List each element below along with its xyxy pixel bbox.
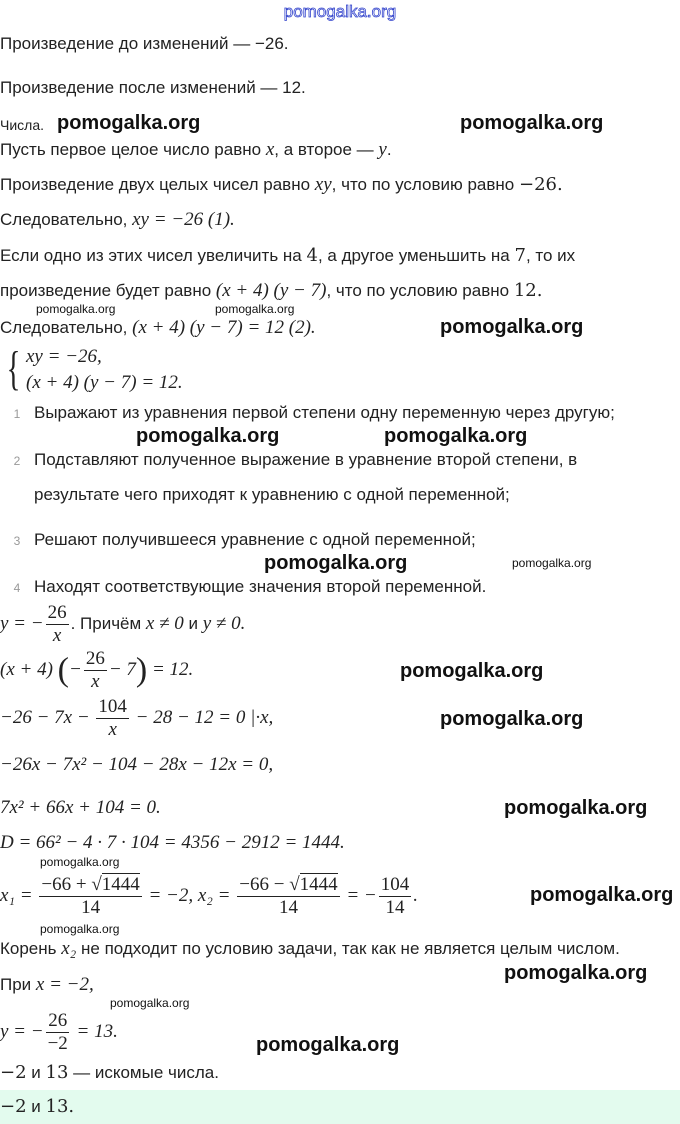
denominator: x	[108, 719, 117, 741]
numerator: 104	[380, 874, 410, 896]
solution-line-2	[0, 647, 193, 694]
text-line: Произведение до изменений — −26.	[0, 34, 289, 53]
step-number: 4	[13, 581, 21, 595]
math: −2	[0, 1062, 27, 1083]
math: 13.	[45, 1096, 75, 1117]
math: (x + 4)	[0, 659, 53, 680]
t: и	[26, 1063, 46, 1082]
top-watermark: pomogalka.org	[283, 2, 397, 21]
denominator: 14	[81, 897, 101, 919]
t: Корень	[0, 939, 62, 958]
text-line	[0, 139, 392, 161]
step-number: 3	[13, 534, 21, 548]
numerator: −66 + √1444	[41, 874, 140, 896]
discriminant-line: D = 66² − 4 · 7 · 104 = 4356 − 2912 = 1444.	[0, 832, 345, 853]
text-line	[0, 1062, 219, 1084]
solution-y	[0, 1009, 118, 1055]
t: и	[26, 1097, 46, 1116]
step-text: Подставляют полученное выражение в уравнение второй степени, в	[34, 450, 578, 469]
watermark: pomogalka.org	[110, 996, 190, 1010]
math: − 7	[108, 659, 136, 680]
math: = −2, x₂ =	[148, 885, 236, 906]
roots-line	[0, 871, 418, 921]
solution-line-1	[0, 602, 245, 647]
watermark: pomogalka.org	[215, 302, 295, 316]
watermark: pomogalka.org	[530, 884, 674, 906]
fraction	[46, 1010, 70, 1055]
paren: )	[135, 651, 148, 689]
watermark: pomogalka.org	[460, 112, 604, 134]
var-x: x	[265, 139, 275, 160]
system-brace: {	[6, 342, 21, 395]
t: и	[183, 614, 203, 633]
text-line	[0, 974, 94, 996]
math: x = −2,	[35, 974, 94, 995]
fraction	[237, 874, 339, 919]
t: Следовательно,	[0, 318, 133, 337]
t: .	[386, 140, 392, 159]
sqrt-value: 1444	[101, 874, 140, 896]
t: −66 −	[239, 874, 290, 896]
step-item	[0, 449, 577, 472]
math: y = −	[0, 613, 44, 634]
answer-box	[0, 1090, 680, 1124]
watermark: pomogalka.org	[384, 425, 528, 447]
math: xy	[314, 174, 332, 195]
watermark: pomogalka.org	[400, 660, 544, 682]
equation-2: (x + 4) (y − 7) = 12 (2).	[132, 317, 316, 338]
watermark: pomogalka.org	[136, 425, 280, 447]
watermark: pomogalka.org	[40, 855, 120, 869]
step-number: 2	[13, 454, 21, 468]
watermark: pomogalka.org	[504, 962, 648, 984]
t: Произведение двух целых чисел равно	[0, 175, 315, 194]
system-eq-2: (x + 4) (y − 7) = 12.	[26, 372, 183, 393]
math: y ≠ 0.	[202, 613, 246, 634]
watermark: pomogalka.org	[256, 1034, 400, 1056]
solution-line-5: 7x² + 66x + 104 = 0.	[0, 797, 161, 818]
math: −26 − 7x −	[0, 707, 95, 728]
text-line	[0, 317, 316, 339]
denominator: x	[91, 671, 100, 693]
watermark: pomogalka.org	[264, 552, 408, 574]
fraction	[96, 696, 129, 741]
denominator: −2	[47, 1033, 68, 1055]
solution-line-4: −26x − 7x² − 104 − 28x − 12x = 0,	[0, 754, 274, 775]
numerator: 26	[47, 602, 67, 624]
math: 13	[45, 1062, 69, 1083]
math: −2	[0, 1096, 27, 1117]
solution-line-3	[0, 695, 273, 741]
sqrt-value: 1444	[299, 874, 338, 896]
t: −66 +	[41, 874, 92, 896]
t: — искомые числа.	[68, 1063, 219, 1082]
denominator: 14	[385, 897, 405, 919]
math: x ≠ 0	[145, 613, 184, 634]
text-line	[0, 209, 235, 231]
watermark: pomogalka.org	[440, 316, 584, 338]
watermark: pomogalka.org	[504, 797, 648, 819]
numerator: 26	[85, 648, 105, 670]
math: 4	[306, 245, 318, 266]
t: , что по условию равно	[326, 281, 514, 300]
watermark: pomogalka.org	[57, 112, 201, 134]
math: −	[68, 659, 82, 680]
math: x₁ =	[0, 885, 38, 906]
step-text: Решают получившееся уравнение с одной переменной;	[34, 530, 476, 549]
t: При	[0, 975, 36, 994]
text-line	[0, 938, 620, 960]
step-text-cont: результате чего приходят к уравнению с одной переменной;	[34, 485, 510, 504]
text-line	[0, 245, 575, 267]
watermark: pomogalka.org	[36, 302, 116, 316]
t: , что по условию равно	[331, 175, 519, 194]
math: y = −	[0, 1021, 44, 1042]
denominator: 14	[278, 897, 298, 919]
var-y: y	[378, 139, 387, 160]
math: − 28 − 12 = 0 |·x,	[135, 707, 274, 728]
text-line: Произведение после изменений — 12.	[0, 78, 306, 97]
math: (x + 4) (y − 7)	[215, 280, 327, 301]
section-label: Числа.	[0, 117, 44, 133]
watermark: pomogalka.org	[512, 556, 592, 570]
fraction	[46, 602, 69, 647]
fraction	[39, 874, 141, 919]
math: x₂	[61, 938, 77, 959]
t: , то их	[525, 246, 576, 265]
t: Пусть первое целое число равно	[0, 140, 266, 159]
t: не подходит по условию задачи, так как не является целым числом.	[76, 939, 620, 958]
math: 12.	[513, 280, 543, 301]
numerator: 26	[48, 1010, 68, 1032]
math: −26.	[518, 174, 563, 195]
watermark: pomogalka.org	[440, 708, 584, 730]
step-number: 1	[13, 407, 21, 421]
math: = −	[346, 885, 377, 906]
t: Если одно из этих чисел увеличить на	[0, 246, 307, 265]
system-eq-1: xy = −26,	[26, 346, 102, 367]
numerator: −66 − √1444	[239, 874, 338, 896]
math: .	[413, 885, 419, 906]
step-item	[0, 576, 486, 599]
answer-text	[0, 1096, 74, 1118]
math: = 12.	[151, 659, 194, 680]
paren: (	[57, 651, 69, 689]
text-line	[0, 280, 542, 302]
fraction	[379, 874, 412, 919]
t: , а второе —	[274, 140, 379, 159]
math: = 13.	[76, 1021, 118, 1042]
denominator: x	[52, 625, 62, 647]
t: Следовательно,	[0, 210, 133, 229]
numerator: 104	[98, 696, 127, 718]
watermark: pomogalka.org	[40, 922, 120, 936]
math: 7	[514, 245, 526, 266]
step-item	[0, 529, 476, 552]
step-text: Находят соответствующие значения второй переменной.	[34, 577, 487, 596]
t: , а другое уменьшить на	[317, 246, 515, 265]
step-item	[0, 402, 615, 425]
fraction	[84, 648, 107, 693]
t: . Причём	[70, 614, 146, 633]
t: произведение будет равно	[0, 281, 216, 300]
text-line	[0, 174, 563, 196]
equation-1: xy = −26 (1).	[132, 209, 235, 230]
step-text: Выражают из уравнения первой степени одну переменную через другую;	[34, 403, 615, 422]
